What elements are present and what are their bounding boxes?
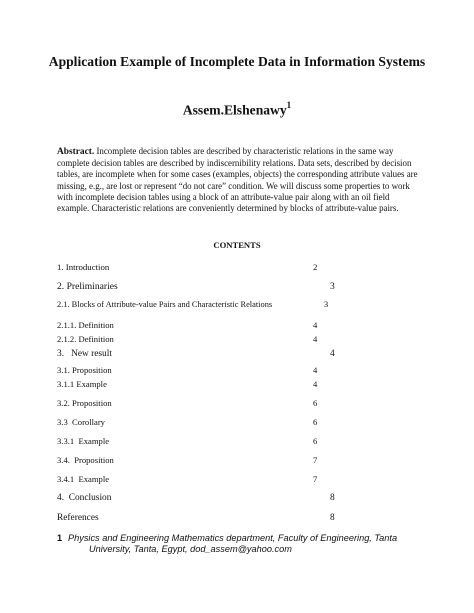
toc-entry-label: 3.1. Proposition <box>57 365 112 375</box>
paper-title: Application Example of Incomplete Data in Information Systems <box>48 54 426 69</box>
abstract <box>57 146 419 214</box>
author-line <box>0 101 474 119</box>
toc-entry-label: 3. New result <box>57 349 112 359</box>
author-footnote-mark: 1 <box>286 100 292 110</box>
contents-heading: CONTENTS <box>213 240 261 250</box>
toc-entry-label: 3.4. Proposition <box>57 455 114 465</box>
toc-entry-page: 4 <box>313 334 318 344</box>
footnote-mark: 1 <box>57 533 63 543</box>
toc-entry-label: 3.1.1 Example <box>57 379 107 389</box>
footnote-line-2: University, Tanta, Egypt, dod_assem@yahoo.com <box>89 544 292 554</box>
toc-entry-label: 1. Introduction <box>57 262 110 272</box>
toc-entry-label: 3.3 Corollary <box>57 417 105 427</box>
toc-entry-page: 6 <box>313 398 318 408</box>
author-name: Assem.Elshenawy <box>182 102 287 118</box>
toc-entry-label: 2.1.1. Definition <box>57 320 114 330</box>
toc-entry-label: 3.4.1 Example <box>57 474 110 484</box>
footnote-line-1: Physics and Engineering Mathematics department, Faculty of Engineering, Tanta <box>68 533 398 543</box>
toc-entry-label: 2.1.2. Definition <box>57 334 114 344</box>
toc-entry-page: 3 <box>330 281 335 292</box>
toc-entry-page: 8 <box>330 513 335 523</box>
toc-entry-label: 2. Preliminaries <box>57 281 118 292</box>
toc-entry-label: 3.2. Proposition <box>57 398 112 408</box>
toc-entry-label: 3.3.1 Example <box>57 436 110 446</box>
toc-entry-label: References <box>57 513 99 523</box>
footnote <box>57 533 437 555</box>
toc-entry-page: 4 <box>313 379 318 389</box>
toc-entry-page: 7 <box>313 474 318 484</box>
toc-entry-page: 4 <box>313 365 318 375</box>
toc-entry-page: 8 <box>330 493 335 503</box>
toc-entry-page: 2 <box>313 262 318 272</box>
abstract-text: Incomplete decision tables are described by characteristic relations in the same way complete decision tables are described by indiscernibility relations. Data sets, described by decision tables, are incomplete when for some cases (examples, objects) the corresponding attribute values are missing, e.g., are lost or represent “do not care” condition. We will discuss some properties to work with incomplete decision tables using a block of an attribute-value pair along with an oil field example. Characteristic relations are conveniently determined by blocks of attribute-value pairs. <box>57 146 418 214</box>
toc-entry-page: 6 <box>313 436 318 446</box>
toc-entry-page: 4 <box>330 349 335 359</box>
toc-entry-label: 4. Conclusion <box>57 493 112 503</box>
toc-entry-label: 2.1. Blocks of Attribute-value Pairs and Characteristic Relations <box>57 300 273 309</box>
toc-entry-page: 3 <box>324 300 329 309</box>
toc-entry-page: 6 <box>313 417 318 427</box>
abstract-label: Abstract. <box>57 147 95 157</box>
toc-entry-page: 4 <box>313 320 318 330</box>
toc-entry-page: 7 <box>313 455 318 465</box>
